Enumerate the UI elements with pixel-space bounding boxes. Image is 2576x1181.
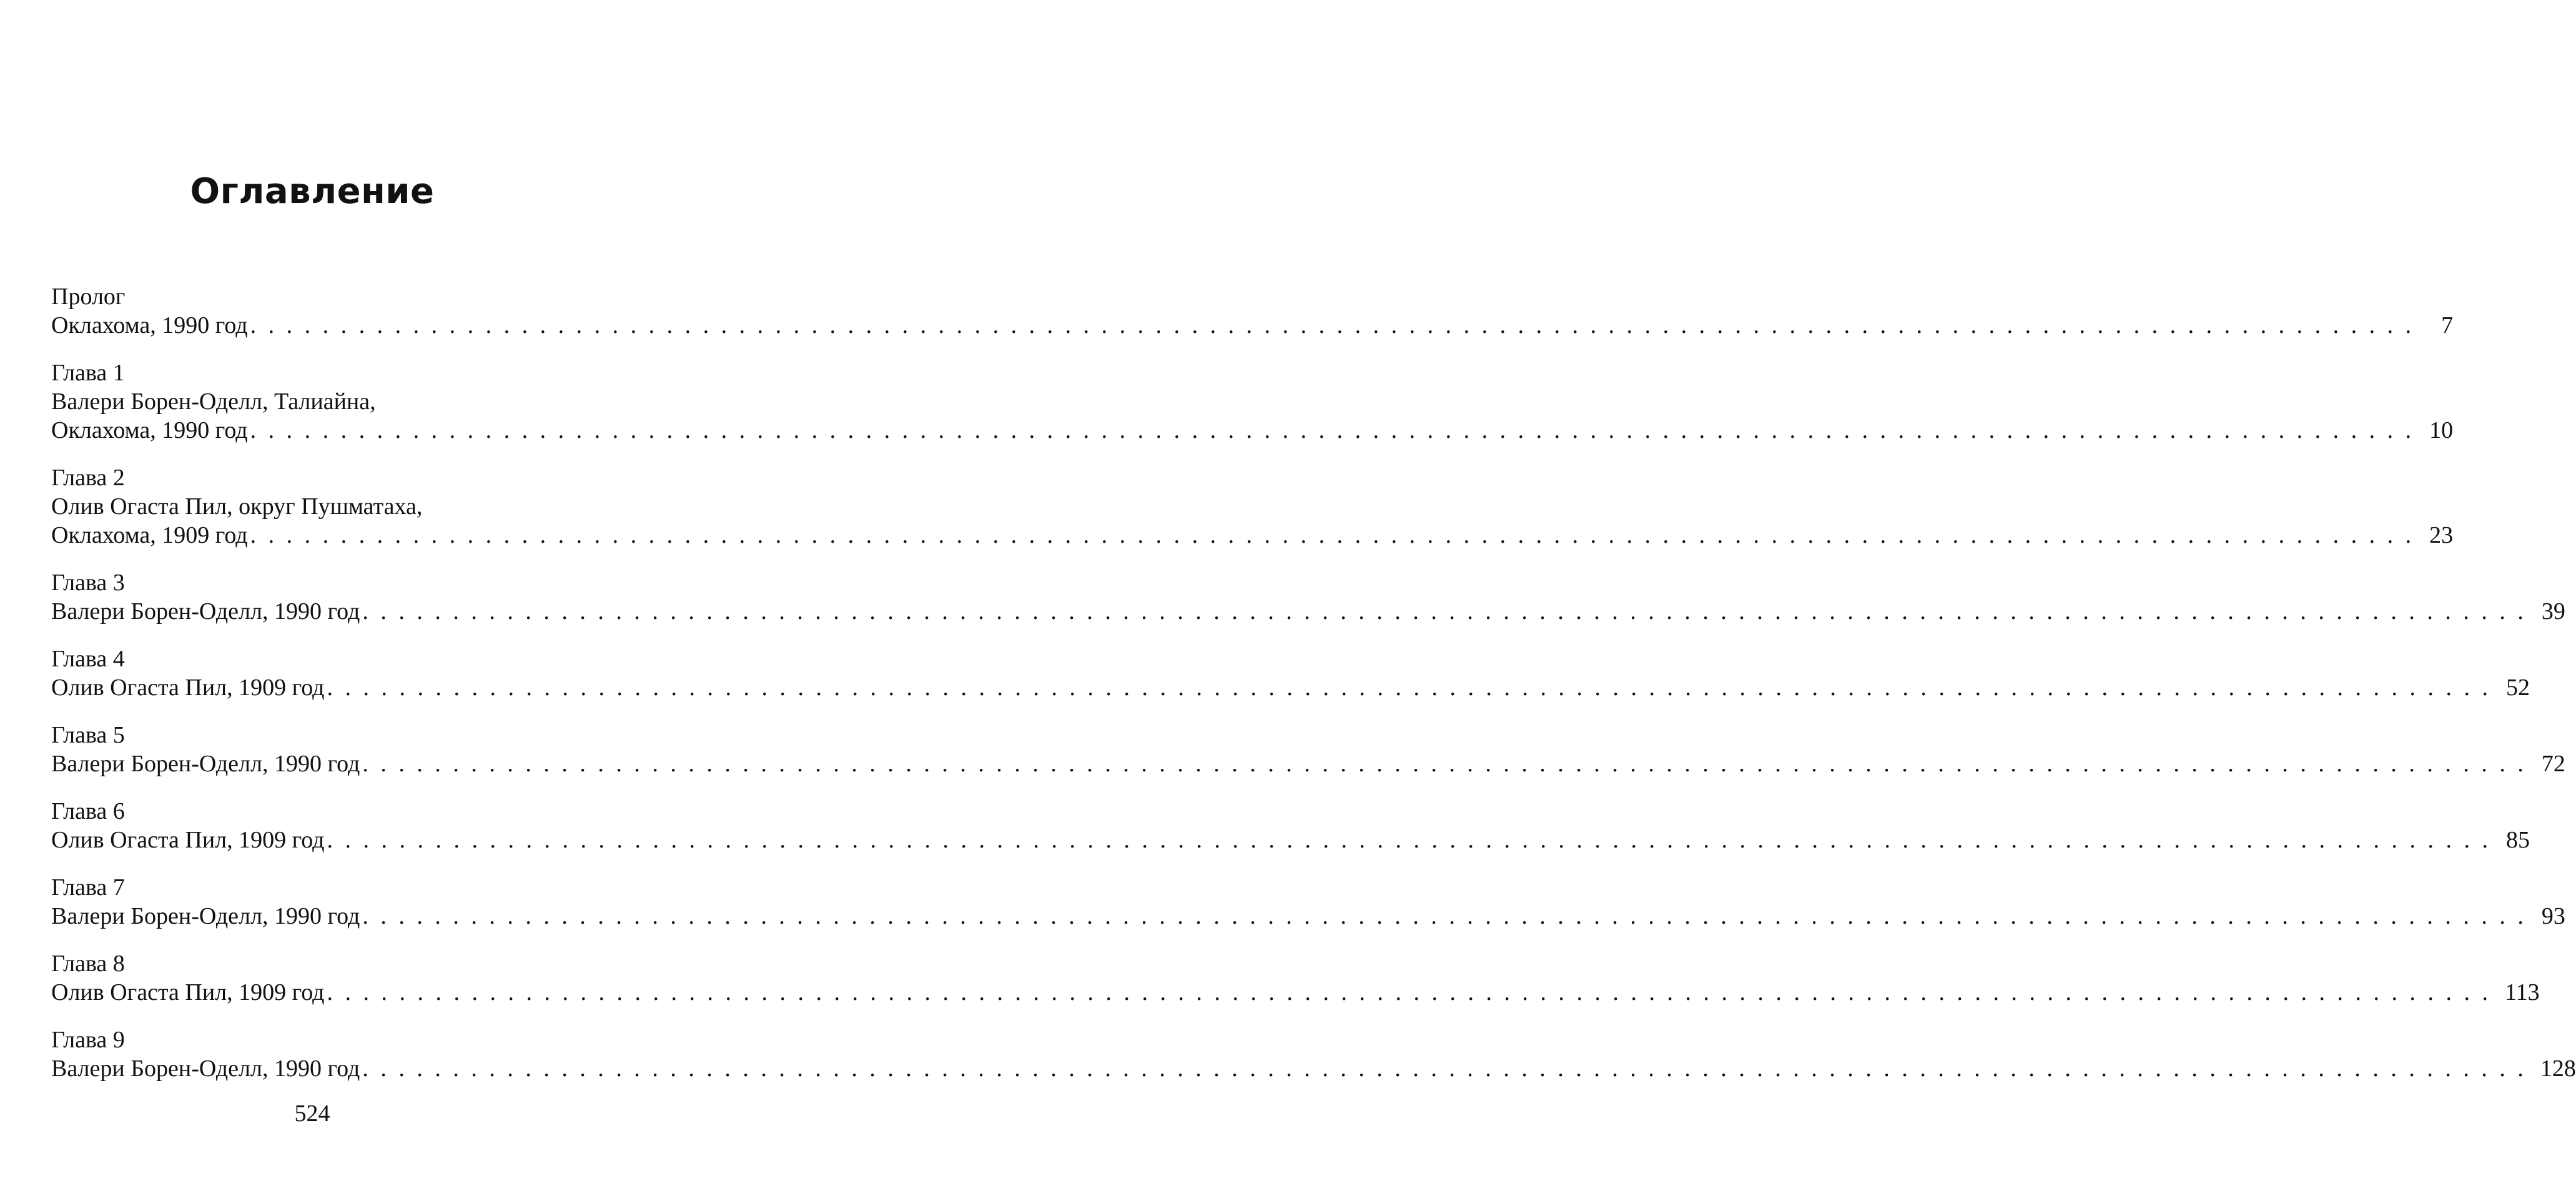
dot-leader: . . . . . . . . . . . . . . . . . . . . . . . . . . . . . . . . . . . . . . . . . . . . . . . . . . . . . . . . . . . . . . . . . . . . . . . . . . . . . . . . . . . . . . . . . . . . . . . . . . . . . . . . . . . . . . . . . . . . . . . . (327, 827, 2492, 853)
toc-entry-line (51, 902, 2565, 931)
dot-leader: . . . . . . . . . . . . . . . . . . . . . . . . . . . . . . . . . . . . . . . . . . . . . . . . . . . . . . . . . . . . . . . . . . . . . . . . . . . . . . . . . . . . . . . . . . . . . . . . . . . . . . . . . . . . . . . . . . . . . . . . (362, 598, 2527, 625)
toc-entry-heading: Глава 8 (51, 951, 125, 977)
toc-entry-subtitle: Валери Борен-Оделл, 1990 год (51, 598, 360, 625)
toc-entry-page: 52 (2506, 675, 2530, 701)
toc-entry (51, 282, 2454, 340)
dot-leader: . . . . . . . . . . . . . . . . . . . . . . . . . . . . . . . . . . . . . . . . . . . . . . . . . . . . . . . . . . . . . . . . . . . . . . . . . . . . . . . . . . . . . . . . . . . . . . . . . . . . . . . . . . . . . . . . . . . . . . . . (362, 1055, 2527, 1082)
toc-entry (51, 1025, 2576, 1083)
dot-leader: . . . . . . . . . . . . . . . . . . . . . . . . . . . . . . . . . . . . . . . . . . . . . . . . . . . . . . . . . . . . . . . . . . . . . . . . . . . . . . . . . . . . . . . . . . . . . . . . . . . . . . . . . . . . . . . . . . . . . . . . (250, 312, 2415, 338)
toc-entry-page: 23 (2429, 522, 2454, 548)
dot-leader: . . . . . . . . . . . . . . . . . . . . . . . . . . . . . . . . . . . . . . . . . . . . . . . . . . . . . . . . . . . . . . . . . . . . . . . . . . . . . . . . . . . . . . . . . . . . . . . . . . . . . . . . . . . . . . . . . . . . . . . . (327, 675, 2492, 701)
toc-entry-page: 10 (2429, 417, 2454, 443)
toc-entry (51, 873, 2565, 931)
toc-entry (51, 358, 2454, 445)
toc-entry-subtitle: Олив Огаста Пил, 1909 год (51, 827, 325, 853)
toc-entry-subtitle: Оклахома, 1990 год (51, 312, 248, 338)
dot-leader: . . . . . . . . . . . . . . . . . . . . . . . . . . . . . . . . . . . . . . . . . . . . . . . . . . . . . . . . . . . . . . . . . . . . . . . . . . . . . . . . . . . . . . . . . . . . . . . . . . . . . . . . . . . . . . . . . . . . . . . . (327, 979, 2492, 1006)
dot-leader: . . . . . . . . . . . . . . . . . . . . . . . . . . . . . . . . . . . . . . . . . . . . . . . . . . . . . . . . . . . . . . . . . . . . . . . . . . . . . . . . . . . . . . . . . . . . . . . . . . . . . . . . . . . . . . . . . . . . . . . . (362, 751, 2527, 777)
toc-entry-line (51, 749, 2565, 778)
toc-entry-heading: Глава 4 (51, 646, 125, 672)
toc-entry-heading: Глава 6 (51, 798, 125, 824)
toc-entry (51, 949, 2540, 1007)
toc-entry-line (51, 826, 2530, 854)
page-title: Оглавление (190, 171, 435, 212)
toc-entry-page: 7 (2441, 312, 2454, 338)
toc-entry-line (51, 1054, 2576, 1083)
toc-entry-subtitle: Валери Борен-Оделл, 1990 год (51, 903, 360, 929)
toc-entry (51, 568, 2565, 626)
page-number: 524 (294, 1100, 330, 1127)
toc-entry-page: 113 (2505, 979, 2540, 1006)
toc-entry-line (51, 597, 2565, 626)
toc-entry-heading: Глава 5 (51, 722, 125, 748)
table-of-contents (51, 282, 2576, 1102)
toc-entry (51, 797, 2530, 854)
toc-entry-subtitle: Оклахома, 1909 год (51, 522, 248, 548)
toc-entry-heading: Глава 2 (51, 465, 125, 491)
dot-leader: . . . . . . . . . . . . . . . . . . . . . . . . . . . . . . . . . . . . . . . . . . . . . . . . . . . . . . . . . . . . . . . . . . . . . . . . . . . . . . . . . . . . . . . . . . . . . . . . . . . . . . . . . . . . . . . . . . . . . . . . (362, 903, 2527, 929)
toc-entry-line (51, 673, 2530, 702)
toc-entry-line (51, 416, 2454, 445)
dot-leader: . . . . . . . . . . . . . . . . . . . . . . . . . . . . . . . . . . . . . . . . . . . . . . . . . . . . . . . . . . . . . . . . . . . . . . . . . . . . . . . . . . . . . . . . . . . . . . . . . . . . . . . . . . . . . . . . . . . . . . . . (250, 417, 2415, 443)
toc-entry-page: 128 (2540, 1055, 2576, 1082)
toc-entry-subtitle: Валери Борен-Оделл, 1990 год (51, 1055, 360, 1082)
toc-entry-heading: Глава 7 (51, 874, 125, 901)
toc-entry-heading: Глава 1 (51, 360, 125, 386)
toc-entry-line (51, 311, 2454, 340)
toc-entry-subtitle: Оклахома, 1990 год (51, 417, 248, 443)
toc-entry-page: 85 (2506, 827, 2530, 853)
toc-entry-heading: Пролог (51, 284, 126, 310)
toc-entry-heading: Глава 3 (51, 570, 125, 596)
toc-entry-subtitle-line: Валери Борен-Оделл, Талиайна, (51, 388, 376, 415)
toc-entry-subtitle: Олив Огаста Пил, 1909 год (51, 675, 325, 701)
toc-entry-heading: Глава 9 (51, 1027, 125, 1053)
toc-entry (51, 463, 2454, 550)
toc-entry-subtitle: Олив Огаста Пил, 1909 год (51, 979, 325, 1006)
toc-entry-page: 93 (2541, 903, 2565, 929)
dot-leader: . . . . . . . . . . . . . . . . . . . . . . . . . . . . . . . . . . . . . . . . . . . . . . . . . . . . . . . . . . . . . . . . . . . . . . . . . . . . . . . . . . . . . . . . . . . . . . . . . . . . . . . . . . . . . . . . . . . . . . . . (250, 522, 2415, 548)
toc-entry-page: 39 (2541, 598, 2565, 625)
toc-entry (51, 721, 2565, 778)
toc-entry-line (51, 978, 2540, 1007)
toc-entry-subtitle-line: Олив Огаста Пил, округ Пушматаха, (51, 493, 423, 520)
toc-entry-page: 72 (2541, 751, 2565, 777)
toc-entry-line (51, 521, 2454, 550)
toc-entry (51, 645, 2530, 702)
toc-entry-subtitle: Валери Борен-Оделл, 1990 год (51, 751, 360, 777)
